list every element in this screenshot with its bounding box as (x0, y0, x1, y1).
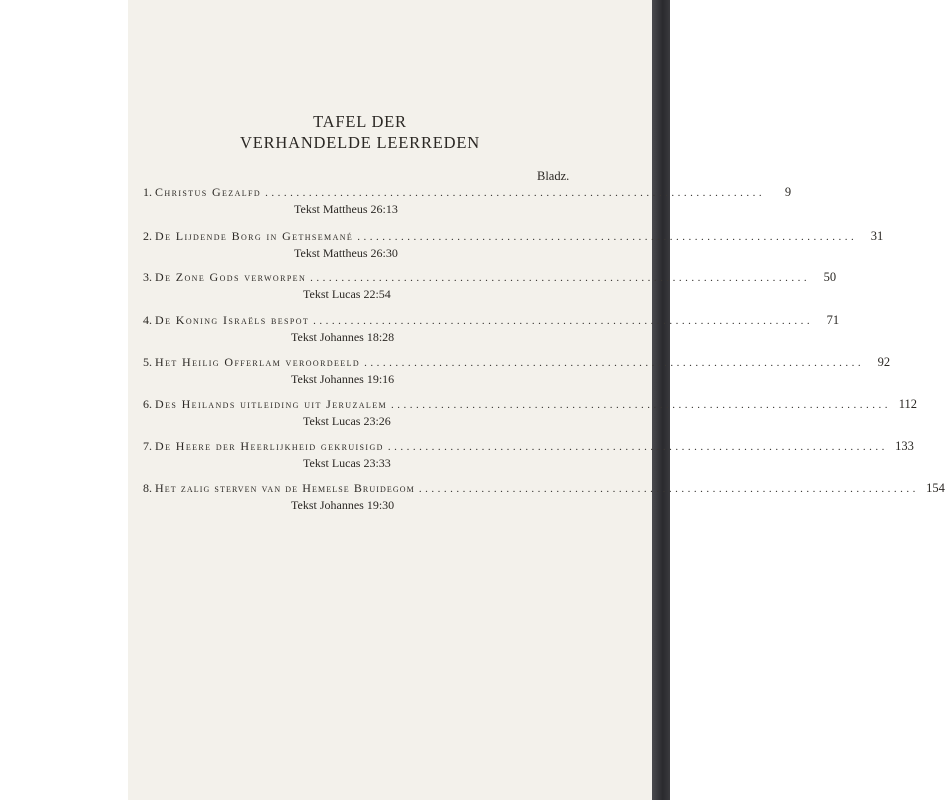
entry-page-number: 50 (823, 270, 837, 284)
entry-scripture-text: Tekst Lucas 23:26 (303, 414, 391, 428)
entry-page-number: 133 (895, 439, 914, 453)
toc-entry (143, 313, 840, 345)
toc-entry (143, 397, 917, 429)
entry-number: 8. (143, 481, 152, 495)
entry-title: Het Heilig Offerlam veroordeeld (155, 355, 361, 369)
dot-leader: ................................................................................ (357, 231, 858, 243)
dot-leader: ................................................................................ (265, 187, 766, 199)
entry-page-number: 31 (870, 229, 884, 243)
entry-scripture-text: Tekst Johannes 19:30 (291, 498, 395, 512)
toc-entry (143, 481, 945, 513)
entry-number: 7. (143, 439, 152, 453)
dot-leader: ................................................................................ (418, 483, 919, 495)
entry-page-number: 71 (826, 313, 840, 327)
entry-scripture-text: Tekst Mattheus 26:30 (294, 246, 398, 260)
entry-scripture-text: Tekst Johannes 18:28 (291, 330, 395, 344)
dot-leader: ................................................................................ (391, 399, 891, 411)
entry-title: Des Heilands uitleiding uit Jeruzalem (155, 397, 387, 411)
entry-number: 5. (143, 355, 152, 369)
entry-scripture-text: Tekst Lucas 22:54 (303, 287, 391, 301)
entry-title: Het zalig sterven van de Hemelse Bruidegom (155, 481, 415, 495)
entry-scripture-text: Tekst Lucas 23:33 (303, 456, 391, 470)
entry-number: 3. (143, 270, 152, 284)
dot-leader: ................................................................................ (310, 272, 811, 284)
dot-leader: ................................................................................ (387, 441, 888, 453)
entry-number: 2. (143, 229, 152, 243)
entry-number: 6. (143, 397, 152, 411)
page-title-line-2: VERHANDELDE LEERREDEN (240, 133, 480, 152)
entry-scripture-text: Tekst Johannes 19:16 (291, 372, 395, 386)
toc-entry (143, 185, 792, 217)
entry-page-number: 154 (926, 481, 945, 495)
entry-title: De Zone Gods verworpen (155, 270, 307, 284)
entry-page-number: 112 (898, 397, 917, 411)
toc-entry (143, 355, 891, 387)
entry-title: Christus Gezalfd (155, 185, 262, 199)
toc-entry (143, 270, 837, 302)
toc-entry (143, 439, 914, 471)
page-column-header: Bladz. (537, 169, 570, 183)
entry-number: 4. (143, 313, 152, 327)
page-title-line-1: TAFEL DER (313, 112, 407, 131)
entry-scripture-text: Tekst Mattheus 26:13 (294, 202, 398, 216)
toc-entry (143, 229, 884, 261)
entry-title: De Koning Israëls bespot (155, 313, 310, 327)
entry-page-number: 92 (877, 355, 891, 369)
entry-title: De Lijdende Borg in Gethsemané (155, 229, 354, 243)
dot-leader: ................................................................................ (364, 357, 865, 369)
entry-number: 1. (143, 185, 152, 199)
dot-leader: ................................................................................ (313, 315, 814, 327)
entry-page-number: 9 (784, 185, 792, 199)
entry-title: De Heere der Heerlijkheid gekruisigd (155, 439, 384, 453)
